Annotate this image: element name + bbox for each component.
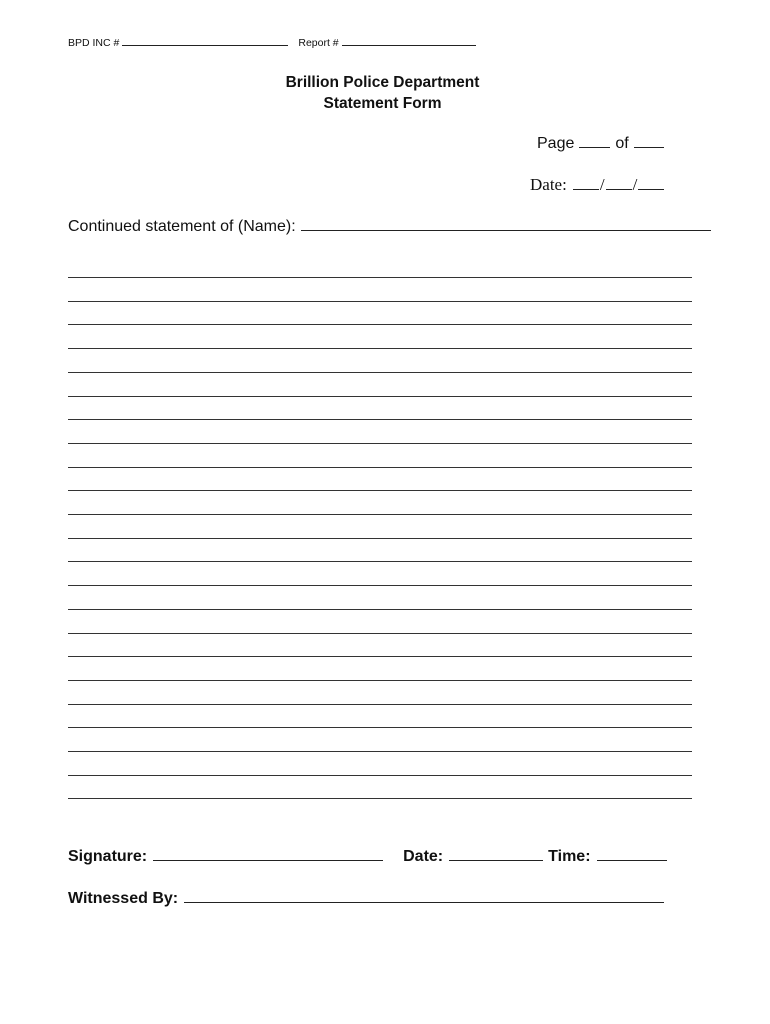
page-label: Page bbox=[537, 135, 575, 152]
statement-line[interactable] bbox=[68, 751, 692, 752]
statement-line[interactable] bbox=[68, 561, 692, 562]
statement-line[interactable] bbox=[68, 798, 692, 799]
form-subtitle: Statement Form bbox=[323, 95, 442, 112]
statement-line[interactable] bbox=[68, 727, 692, 728]
of-label: of bbox=[615, 135, 629, 152]
time-field[interactable] bbox=[597, 846, 667, 861]
signature-date-label: Date: bbox=[403, 848, 444, 865]
continued-statement-label: Continued statement of (Name): bbox=[68, 218, 296, 235]
department-title: Brillion Police Department bbox=[285, 74, 480, 91]
statement-line[interactable] bbox=[68, 396, 692, 397]
statement-line[interactable] bbox=[68, 467, 692, 468]
report-label: Report # bbox=[298, 37, 339, 49]
statement-line[interactable] bbox=[68, 538, 692, 539]
date-label: Date: bbox=[530, 175, 567, 194]
statement-line[interactable] bbox=[68, 633, 692, 634]
signature-row bbox=[68, 846, 667, 866]
statement-line[interactable] bbox=[68, 277, 692, 278]
statement-line[interactable] bbox=[68, 656, 692, 657]
signature-date-field[interactable] bbox=[449, 846, 543, 861]
date-separator: / bbox=[599, 175, 605, 194]
statement-line[interactable] bbox=[68, 348, 692, 349]
signature-label: Signature: bbox=[68, 848, 148, 865]
statement-line[interactable] bbox=[68, 324, 692, 325]
statement-line[interactable] bbox=[68, 301, 692, 302]
witness-row bbox=[68, 888, 664, 908]
statement-line[interactable] bbox=[68, 680, 692, 681]
bpd-inc-label: BPD INC # bbox=[68, 37, 120, 49]
time-label: Time: bbox=[548, 848, 591, 865]
date-separator: / bbox=[632, 175, 638, 194]
statement-line[interactable] bbox=[68, 775, 692, 776]
statement-line[interactable] bbox=[68, 514, 692, 515]
statement-line[interactable] bbox=[68, 704, 692, 705]
witnessed-by-label: Witnessed By: bbox=[68, 890, 179, 907]
statement-writing-area[interactable] bbox=[68, 0, 692, 1024]
statement-line[interactable] bbox=[68, 609, 692, 610]
statement-line[interactable] bbox=[68, 490, 692, 491]
statement-line[interactable] bbox=[68, 585, 692, 586]
statement-line[interactable] bbox=[68, 443, 692, 444]
statement-line[interactable] bbox=[68, 372, 692, 373]
statement-line[interactable] bbox=[68, 419, 692, 420]
signature-field[interactable] bbox=[153, 846, 383, 861]
witness-field[interactable] bbox=[184, 888, 664, 903]
